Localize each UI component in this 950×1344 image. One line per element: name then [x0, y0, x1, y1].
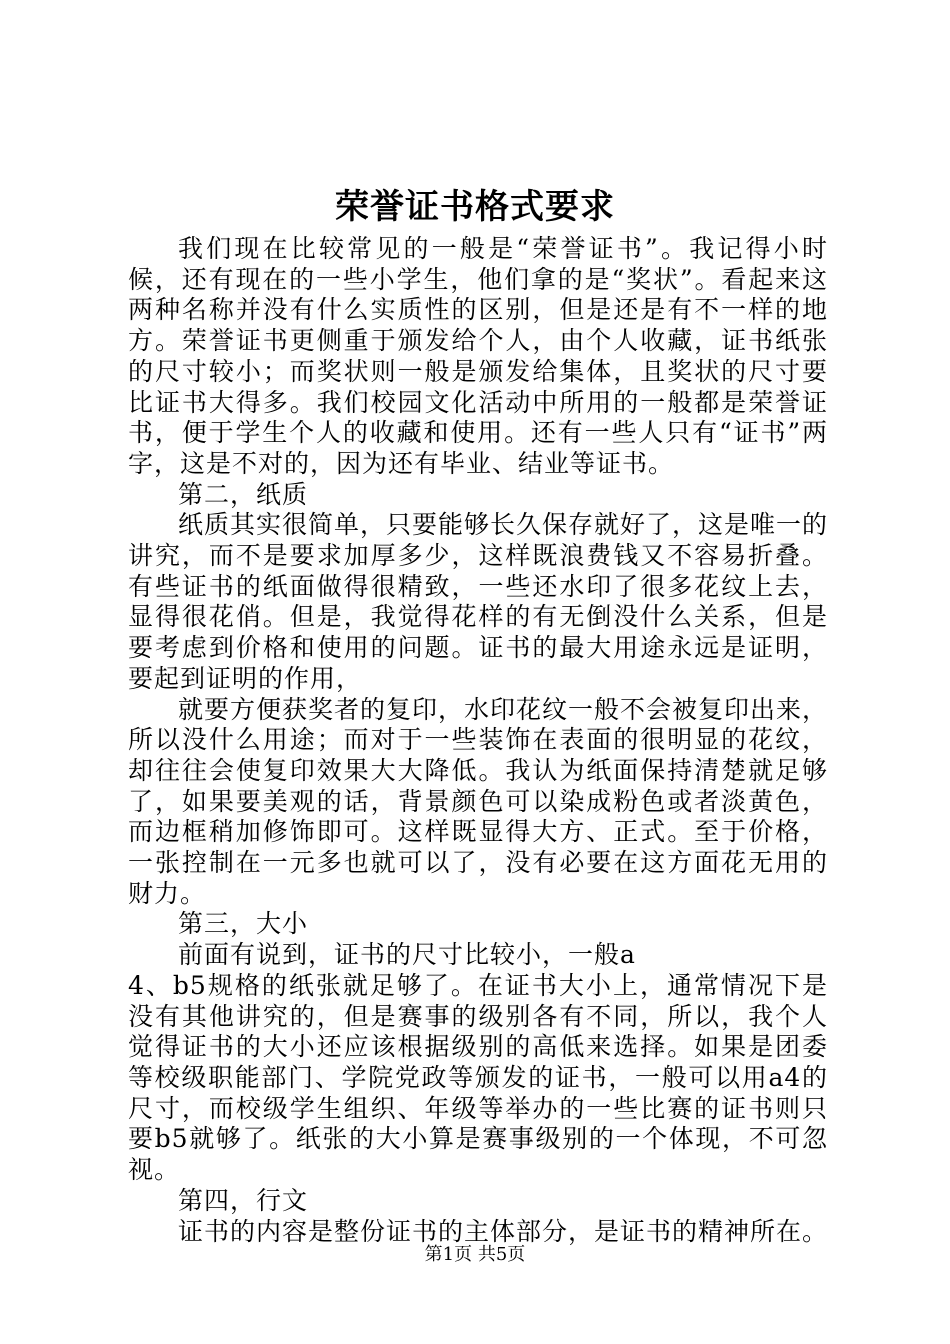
- page-footer: 第1页 共5页: [424, 1244, 526, 1265]
- section-heading-paper: 第二，纸质: [178, 479, 309, 509]
- paragraph-size-intro: 前面有说到，证书的尺寸比较小，一般a: [178, 940, 636, 970]
- paragraph-intro: 我们现在比较常见的一般是“荣誉证书”。我记得小时候，还有现在的一些小学生，他们拿的是“奖状”。看起来这两种名称并没有什么实质性的区别，但是还是有不一样的地方。荣誉证书更侧重于颁发给个人，由个人收藏，证书纸张的尺寸较小；而奖状则一般是颁发给集体，且奖状的尺寸要比证书大得多。我们校园文化活动中所用的一般都是荣誉证书，便于学生个人的收藏和使用。还有一些人只有“证书”两字，这是不对的，因为还有毕业、结业等证书。: [128, 234, 828, 478]
- document-title: 荣誉证书格式要求: [335, 187, 615, 227]
- paragraph-wording: 证书的内容是整份证书的主体部分，是证书的精神所在。: [178, 1216, 829, 1246]
- section-heading-wording: 第四，行文: [178, 1185, 309, 1215]
- document-body: [128, 234, 828, 1247]
- section-heading-size: 第三，大小: [178, 909, 309, 939]
- paragraph-copy-convenience: 就要方便获奖者的复印，水印花纹一般不会被复印出来，所以没什么用途；而对于一些装饰在表面的很明显的花纹，却往往会使复印效果大大降低。我认为纸面保持清楚就足够了，如果要美观的话，背景颜色可以染成粉色或者淡黄色，而边框稍加修饰即可。这样既显得大方、正式。至于价格，一张控制在一元多也就可以了，没有必要在这方面花无用的财力。: [128, 694, 829, 908]
- paragraph-paper-quality: 纸质其实很简单，只要能够长久保存就好了，这是唯一的讲究，而不是要求加厚多少，这样既浪费钱又不容易折叠。有些证书的纸面做得很精致，一些还水印了很多花纹上去，显得很花俏。但是，我觉得花样的有无倒没什么关系，但是要考虑到价格和使用的问题。证书的最大用途永远是证明，要起到证明的作用，: [128, 510, 829, 693]
- paragraph-size-detail: 4、b5规格的纸张就足够了。在证书大小上，通常情况下是没有其他讲究的，但是赛事的级别各有不同，所以，我个人觉得证书的大小还应该根据级别的高低来选择。如果是团委等校级职能部门、学院党政等颁发的证书，一般可以用a4的尺寸，而校级学生组织、年级等举办的一些比赛的证书则只要b5就够了。纸张的大小算是赛事级别的一个体现，不可忽视。: [128, 970, 828, 1185]
